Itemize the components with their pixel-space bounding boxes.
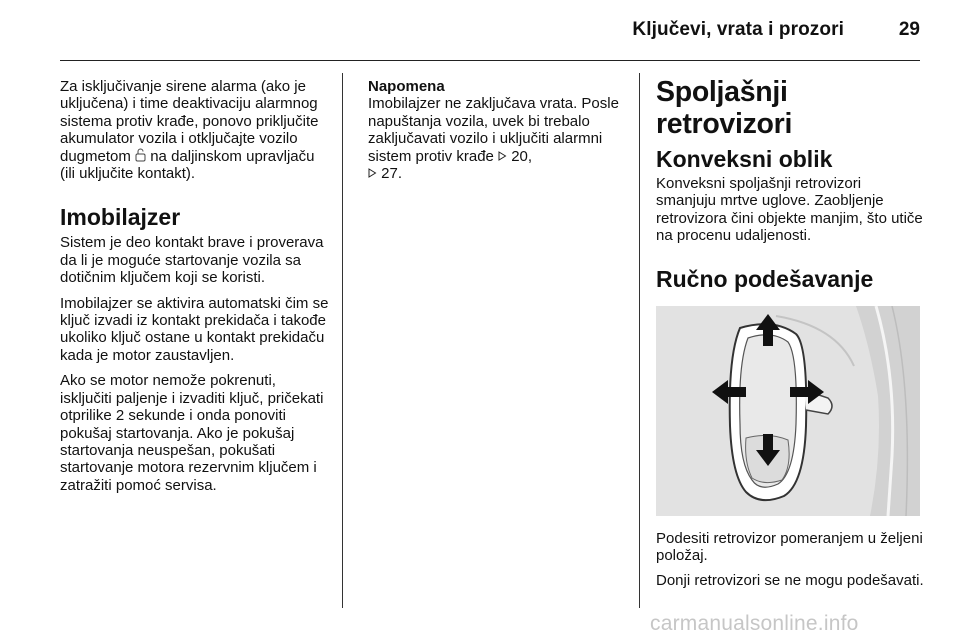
- unlock-key-icon: [135, 148, 146, 164]
- heading-spoljasnji-retrovizori: Spoljašnji retrovizori: [656, 76, 793, 140]
- column-middle: [368, 78, 630, 182]
- heading-imobilajzer: Imobilajzer: [60, 204, 181, 231]
- note-text: Imobilajzer ne zaključava vrata. Posle napuštanja vozila, uvek bi trebalo zaključavati vozilo i uključiti alarmni sistem protiv krađe 20, 27.: [368, 95, 619, 183]
- reference-arrow-icon: [498, 148, 507, 165]
- paragraph-rucno-1: Podesiti retrovizor pomeranjem u željeni položaj.: [656, 529, 923, 565]
- reference-arrow-icon: [368, 165, 377, 182]
- column-left: [60, 78, 330, 494]
- column-right: [656, 76, 924, 590]
- paragraph-konveksni: Konveksni spoljašnji retrovizori smanjuju mrtve uglove. Zaobljenje retrovizora čini objekte manjim, što utiče na procenu udaljenosti.: [656, 175, 923, 245]
- paragraph-alarm: Za isključivanje sirene alarma (ako je uključena) i time deaktivaciju alarmnog sistema protiv krađe, ponovo priključite akumulator vozila i otključajte vozilo dugmetom na daljinskom upravljaču (ili uključite kontakt).: [60, 78, 319, 183]
- page-reference[interactable]: 27.: [377, 165, 403, 183]
- header-title: Ključevi, vrata i prozori: [632, 19, 844, 40]
- heading-konveksni-oblik: Konveksni oblik: [656, 146, 833, 172]
- paragraph-imob-3: Ako se motor nemože pokrenuti, isključiti paljenje i izvaditi ključ, pričekati otprilike 2 sekunde i onda ponoviti pokušaj startovanja. Ako je pokušaj startovanja neuspešan, pokušati startovanje motora rezervnim ključem i zatražiti pomoć servisa.: [60, 372, 324, 494]
- column-divider-1: [342, 73, 343, 608]
- column-divider-2: [639, 73, 640, 608]
- page-number: 29: [898, 19, 920, 40]
- paragraph-imob-1: Sistem je deo kontakt brave i proverava da li je moguće startovanje vozila sa dotičnim ključem koji se koristi.: [60, 234, 324, 287]
- paragraph-imob-2: Imobilajzer se aktivira automatski čim se ključ izvadi iz kontakt prekidača i takođe ukoliko ključ ostane u kontakt prekidaču kada je motor zaustavljen.: [60, 294, 329, 364]
- note-title: Napomena: [368, 78, 445, 95]
- mirror-adjust-arrows-icon: [656, 306, 920, 516]
- page-header: [60, 0, 920, 61]
- mirror-adjustment-illustration: [656, 306, 920, 516]
- heading-rucno-podesavanje: Ručno podešavanje: [656, 265, 874, 292]
- paragraph-rucno-2: Donji retrovizori se ne mogu podešavati.: [656, 572, 924, 590]
- page-reference[interactable]: 20,: [507, 147, 533, 165]
- watermark: carmanualsonline.info: [650, 612, 859, 635]
